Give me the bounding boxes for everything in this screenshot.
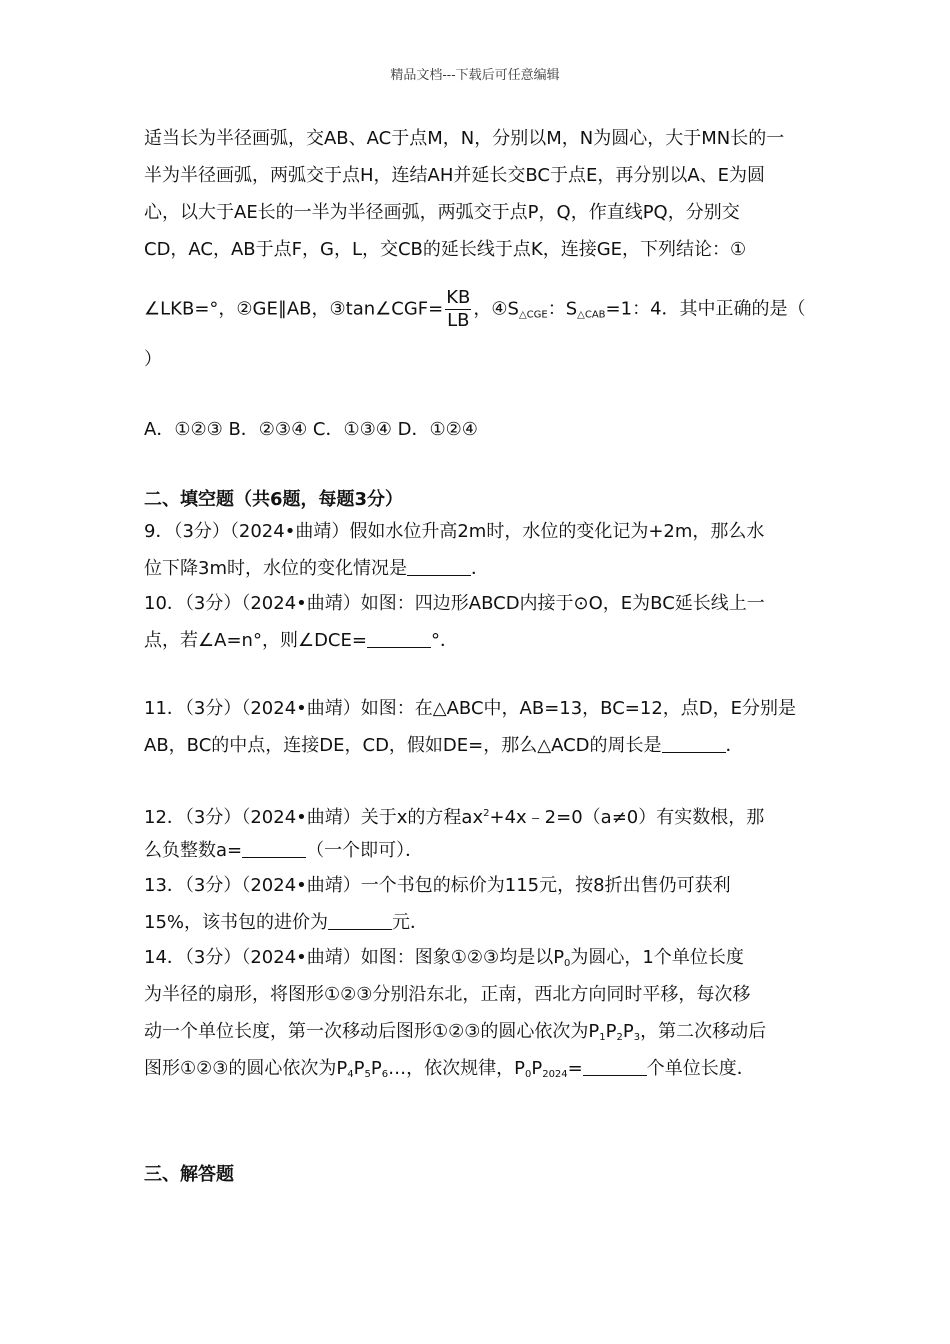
q11-line-2 [144,734,744,758]
tan-fraction [445,287,471,332]
q10-line-2-b: °． [430,630,458,651]
subscript: 1 [599,1032,606,1043]
q10-line-1: 10．（3分）（2024•曲靖）如图：四边形ABCD内接于⊙O，E为BC延长线上一 [144,593,765,614]
q14-line-3-b: ，第二次移动后 [640,1021,767,1042]
q12-line-2-b: （一个即可）． [306,840,424,861]
q8-line-1: 适当长为半径画弧，交AB、AC于点M，N，分别以M，N为圆心，大于MN长的一 [144,128,785,149]
subscript: 2 [616,1032,623,1043]
answer-blank [242,841,306,858]
q8-line-2: 半为半径画弧，两弧交于点H，连结AH并延长交BC于点E，再分别以A、E为圆 [144,165,766,186]
answer-blank [583,1059,647,1076]
q14-line-1-a: 14．（3分）（2024•曲靖）如图：图象①②③均是以P [144,947,565,968]
q12-line-1-a: 12．（3分）（2024•曲靖）关于x的方程ax [144,807,484,828]
subscript-cab: △CAB [577,309,606,321]
q10-line-2-a: 点，若∠A=n°，则∠DCE= [144,630,367,651]
q14-line-1 [144,946,744,976]
q14-line-1-b: 为圆心，1个单位长度 [570,947,744,968]
page-header: 精品文档---下载后可任意编辑 [390,68,560,83]
point-label: P [622,1021,634,1042]
point-label: P [353,1058,365,1079]
subscript: 3 [633,1032,641,1043]
superscript-2: 2 [483,808,490,819]
point-label: P [370,1058,382,1079]
point-label: P [605,1021,617,1042]
q14-line-4-c: = [567,1058,583,1079]
q10-line-2 [144,629,458,653]
subscript: 6 [381,1069,389,1080]
q8-line-5-d: =1：4．其中正确的是（ [605,298,806,320]
q13-line-2-a: 15%，该书包的进价为 [144,912,329,933]
subscript: 0 [524,1069,532,1080]
section-2-title: 二、填空题（共6题，每题3分） [144,489,404,510]
q9-line-2 [144,557,489,581]
subscript: 0 [564,958,571,969]
q14-line-2: 为半径的扇形，将图形①②③分别沿东北，正南，西北方向同时平移，每次移 [144,984,751,1005]
fraction-denominator: LB [447,310,470,331]
q11-line-2-b: ． [725,735,744,756]
q9-line-1: 9．（3分）（2024•曲靖）假如水位升高2m时，水位的变化记为+2m，那么水 [144,521,765,542]
q9-line-2-b: ． [471,558,489,579]
q14-line-4-a: 图形①②③的圆心依次为P [144,1058,348,1079]
section-3-title: 三、解答题 [144,1164,234,1185]
answer-blank [662,736,726,753]
answer-blank [367,631,431,648]
q12-line-1 [144,802,764,830]
q8-line-4: CD，AC，AB于点F，G，L，交CB的延长线于点K，连接GE，下列结论：① [144,239,747,260]
fraction-numerator: KB [446,287,471,308]
q14-line-3 [144,1020,766,1050]
q8-options: A．①②③ B．②③④ C．①③④ D．①②④ [144,419,478,440]
q8-line-5-b: ，④S [473,298,519,320]
q14-line-4 [144,1057,755,1087]
q8-line-3: 心，以大于AE长的一半为半径画弧，两弧交于点P，Q，作直线PQ，分别交 [144,202,740,223]
q14-line-4-d: 个单位长度． [646,1058,755,1079]
subscript: 2024 [542,1069,568,1080]
subscript: 5 [364,1069,371,1080]
q8-line-5-a: ∠LKB=°，②GE∥AB，③tan∠CGF= [144,298,444,320]
q11-line-1: 11．（3分）（2024•曲靖）如图：在△ABC中，AB=13，BC=12，点D，E分别是 [144,698,797,719]
subscript: 4 [347,1069,354,1080]
q14-line-3-a: 动一个单位长度，第一次移动后图形①②③的圆心依次为P [144,1021,600,1042]
subscript-cge: △CGE [518,309,548,321]
q8-line-6: ） [144,349,162,370]
q13-line-1: 13．（3分）（2024•曲靖）一个书包的标价为115元，按8折出售仍可获利 [144,875,731,896]
q12-line-2 [144,839,423,863]
q8-line-5 [144,287,806,332]
q14-line-4-b: …，依次规律，P [388,1058,525,1079]
q13-line-2 [144,911,428,935]
q9-line-2-a: 位下降3m时，水位的变化情况是 [144,558,407,579]
q12-line-1-b: +4x﹣2=0（a≠0）有实数根，那 [489,807,765,828]
q13-line-2-b: 元． [392,912,429,933]
point-label: P [531,1058,543,1079]
q12-line-2-a: 么负整数a= [144,840,243,861]
answer-blank [328,913,392,930]
answer-blank [407,559,471,576]
q11-line-2-a: AB，BC的中点，连接DE，CD，假如DE=，那么△ACD的周长是 [144,735,662,756]
q8-line-5-c: ：S [547,298,578,320]
